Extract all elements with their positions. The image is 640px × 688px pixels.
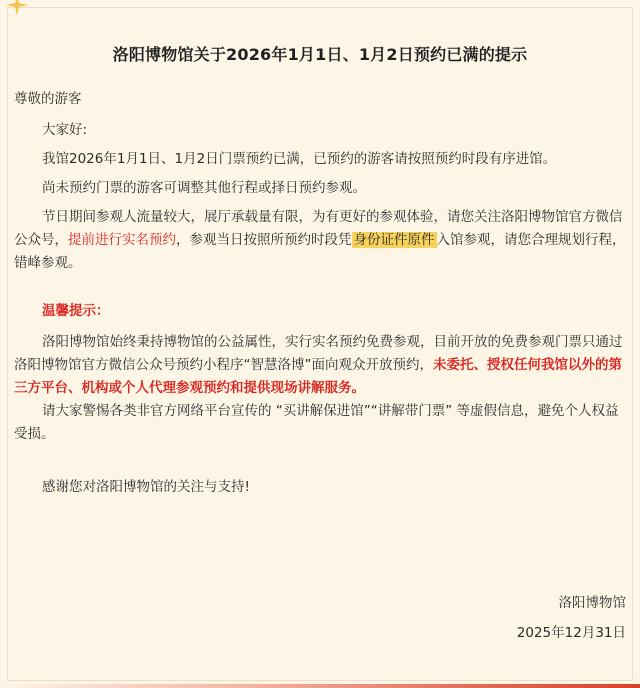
paragraph-public-welfare xyxy=(14,331,628,400)
thanks-line: 感谢您对洛阳博物馆的关注与支持! xyxy=(42,479,250,495)
signature-block xyxy=(517,588,626,648)
paragraph-unbooked: 尚未预约门票的游客可调整其他行程或择日预约参观。 xyxy=(42,180,366,196)
salutation: 尊敬的游客 xyxy=(14,91,82,107)
no-third-party-warning: 未委托、授权任何我馆以外的第三方平台、机构或个人代理参观预约和提供现场讲解服务。 xyxy=(14,357,622,396)
paragraph-holiday xyxy=(14,206,628,275)
signature-organization: 洛阳博物馆 xyxy=(558,595,626,611)
paragraph-holiday-text-b: ，参观当日按照所预约时段凭 xyxy=(176,232,352,248)
sparkle-star-icon xyxy=(6,0,28,16)
tips-heading: 温馨提示： xyxy=(42,303,110,319)
paragraph-fraud-warning: 请大家警惕各类非官方网络平台宣传的 “买讲解保进馆”“讲解带门票” 等虚假信息，避免个人权益受损。 xyxy=(14,403,619,442)
paragraph-booking-full: 我馆2026年1月1日、1月2日门票预约已满，已预约的游客请按照预约时段有序进馆。 xyxy=(42,151,557,167)
realname-booking-emphasis: 提前进行实名预约 xyxy=(68,232,176,248)
paragraph-holiday-text-c: 入馆参观，请您合理规划行程，错峰参观。 xyxy=(14,232,626,271)
notice-body xyxy=(14,88,628,499)
greeting: 大家好: xyxy=(42,122,88,138)
decorative-bottom-bar xyxy=(0,684,640,688)
signature-date: 2025年12月31日 xyxy=(516,625,626,641)
page-title: 洛阳博物馆关于2026年1月1日、1月2日预约已满的提示 xyxy=(112,45,528,64)
paragraph-holiday-text-a: 节日期间参观人流量较大，展厅承载量有限，为有更好的参观体验，请您关注洛阳博物馆官方微信公众号， xyxy=(14,209,623,248)
id-document-highlight: 身份证件原件 xyxy=(353,232,435,248)
paragraph-public-welfare-text: 洛阳博物馆始终秉持博物馆的公益属性，实行实名预约免费参观，目前开放的免费参观门票只通过洛阳博物馆官方微信公众号预约小程序“智慧洛博”面向观众开放预约， xyxy=(14,334,623,373)
